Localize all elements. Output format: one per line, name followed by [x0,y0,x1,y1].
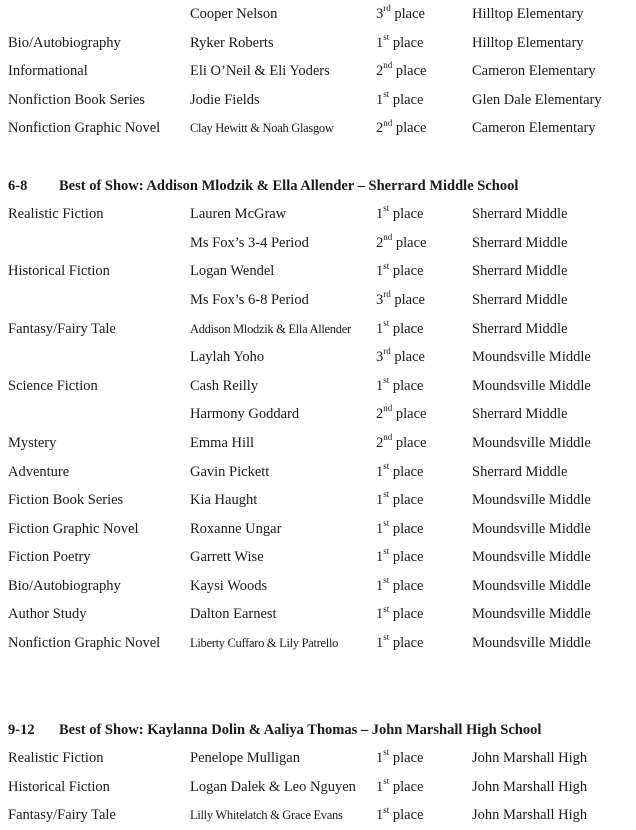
place-word: place [395,406,427,423]
place-number: 2 [376,406,384,423]
school: Hilltop Elementary [472,6,584,22]
winner-name: Cooper Nelson [190,6,278,22]
school: Moundsville Middle [472,577,591,594]
place-suffix: st [383,603,390,614]
award-row [0,0,636,29]
placement [376,486,423,515]
school: Cameron Elementary [472,63,596,80]
school: John Marshall High [472,807,588,824]
award-row [0,600,636,629]
place-suffix: nd [383,60,393,71]
winner-name: Cash Reilly [190,377,259,394]
place-number: 1 [376,549,384,566]
place-suffix: st [383,517,390,528]
placement [376,600,423,629]
place-number: 1 [376,91,384,108]
winner-name: Harmony Goddard [190,406,300,423]
winner-name: Logan Wendel [190,263,275,280]
place-number: 3 [376,349,384,366]
place-word: place [395,63,427,80]
school: Glen Dale Elementary [472,91,602,108]
winner-name: Eli O’Neil & Eli Yoders [190,63,330,80]
placement [376,744,423,773]
place-number: 2 [376,63,384,80]
place-number: 1 [376,34,384,51]
award-row [0,229,636,258]
place-suffix: st [383,374,390,385]
place-number: 1 [376,377,384,394]
placement [376,286,425,315]
placement [376,257,423,286]
award-row [0,629,636,658]
winner-name: Lauren McGraw [190,206,287,223]
category: Bio/Autobiography [8,34,121,51]
winner-name: Laylah Yoho [190,349,265,366]
place-number: 1 [376,520,384,537]
place-word: place [392,206,424,223]
winner-name: Lilly Whitelatch & Grace Evans [190,808,343,823]
grade-level: 6-8 [8,177,28,194]
category: Nonfiction Graphic Novel [8,635,161,652]
placement [376,29,423,58]
award-row [0,286,636,315]
award-row [0,315,636,344]
winner-name: Kia Haught [190,492,258,509]
place-number: 1 [376,463,384,480]
winner-name: Addison Mlodzik & Ella Allender [190,321,351,336]
award-row [0,200,636,229]
place-suffix: st [383,546,390,557]
award-row [0,744,636,773]
place-word: place [394,6,425,22]
place-suffix: rd [383,3,391,14]
place-number: 1 [376,492,384,509]
school: Cameron Elementary [472,120,596,137]
place-suffix: st [383,31,390,42]
place-word: place [392,320,424,337]
place-word: place [395,234,427,251]
place-number: 1 [376,206,384,223]
place-suffix: rd [383,346,391,357]
place-suffix: nd [383,231,393,242]
place-number: 1 [376,263,384,280]
placement [376,0,425,29]
place-suffix: st [383,203,390,214]
place-number: 1 [376,606,384,623]
place-number: 2 [376,434,384,451]
place-suffix: nd [383,432,393,443]
award-row [0,257,636,286]
place-suffix: nd [383,403,393,414]
award-row [0,801,636,830]
category: Nonfiction Graphic Novel [8,120,161,137]
winner-name: Ms Fox’s 3-4 Period [190,234,309,251]
place-word: place [392,606,424,623]
school: Sherrard Middle [472,206,568,223]
award-row [0,515,636,544]
grade-level: 9-12 [8,721,35,738]
category: Science Fiction [8,377,98,394]
best-of-show: Best of Show: Addison Mlodzik & Ella Allender – Sherrard Middle School [59,177,519,194]
award-row [0,400,636,429]
section-header [0,716,636,745]
place-number: 1 [376,807,384,824]
place-word: place [392,263,424,280]
placement [376,629,423,658]
place-word: place [392,549,424,566]
place-suffix: rd [383,289,391,300]
place-word: place [392,778,424,795]
school: Moundsville Middle [472,349,591,366]
place-word: place [394,349,425,366]
school: Moundsville Middle [472,520,591,537]
winner-name: Liberty Cuffaro & Lily Patrello [190,636,339,651]
place-word: place [392,463,424,480]
school: Sherrard Middle [472,263,568,280]
category: Bio/Autobiography [8,577,121,594]
category: Realistic Fiction [8,750,104,767]
place-word: place [394,291,425,308]
winner-name: Clay Hewitt & Noah Glasgow [190,121,334,136]
school: John Marshall High [472,750,588,767]
place-suffix: st [383,632,390,643]
category: Mystery [8,434,57,451]
winner-name: Roxanne Ungar [190,520,282,537]
place-number: 1 [376,778,384,795]
award-row [0,458,636,487]
award-row [0,372,636,401]
category: Fantasy/Fairy Tale [8,807,116,824]
placement [376,372,423,401]
place-word: place [392,492,424,509]
place-word: place [392,807,424,824]
placement [376,429,426,458]
school: Moundsville Middle [472,434,591,451]
place-number: 2 [376,234,384,251]
award-row [0,114,636,143]
place-word: place [392,577,424,594]
category: Author Study [8,606,87,623]
school: Sherrard Middle [472,406,568,423]
placement [376,57,426,86]
school: Moundsville Middle [472,377,591,394]
category: Historical Fiction [8,778,110,795]
place-number: 3 [376,291,384,308]
place-word: place [392,34,424,51]
category: Informational [8,63,88,80]
award-row [0,29,636,58]
place-word: place [392,750,424,767]
place-number: 2 [376,120,384,137]
category: Fiction Poetry [8,549,91,566]
place-number: 3 [376,6,384,22]
best-of-show: Best of Show: Kaylanna Dolin & Aaliya Thomas – John Marshall High School [59,721,542,738]
place-suffix: st [383,88,390,99]
section-header [0,172,636,201]
award-row [0,429,636,458]
place-suffix: st [383,260,390,271]
winner-name: Ryker Roberts [190,34,274,51]
school: Moundsville Middle [472,549,591,566]
place-number: 1 [376,577,384,594]
category: Fiction Graphic Novel [8,520,139,537]
category: Adventure [8,463,70,480]
category: Realistic Fiction [8,206,104,223]
winner-name: Ms Fox’s 6-8 Period [190,291,309,308]
placement [376,114,426,143]
place-word: place [392,520,424,537]
place-word: place [392,635,424,652]
place-suffix: st [383,489,390,500]
winner-name: Gavin Pickett [190,463,270,480]
school: Sherrard Middle [472,320,568,337]
place-number: 1 [376,320,384,337]
place-suffix: nd [383,117,393,128]
placement [376,543,423,572]
placement [376,400,426,429]
school: Sherrard Middle [472,291,568,308]
award-row [0,486,636,515]
category: Historical Fiction [8,263,110,280]
school: Moundsville Middle [472,635,591,652]
award-row [0,543,636,572]
school: Hilltop Elementary [472,34,584,51]
category: Fiction Book Series [8,492,124,509]
placement [376,343,425,372]
place-suffix: st [383,747,390,758]
category: Fantasy/Fairy Tale [8,320,116,337]
place-suffix: st [383,460,390,471]
winner-name: Emma Hill [190,434,255,451]
award-row [0,86,636,115]
school: John Marshall High [472,778,588,795]
winner-name: Kaysi Woods [190,577,268,594]
award-row [0,343,636,372]
place-number: 1 [376,635,384,652]
placement [376,86,423,115]
place-suffix: st [383,776,390,787]
category: Nonfiction Book Series [8,91,145,108]
place-word: place [392,377,424,394]
school: Moundsville Middle [472,606,591,623]
place-suffix: st [383,575,390,586]
winner-name: Dalton Earnest [190,606,277,623]
place-word: place [395,120,427,137]
place-word: place [392,91,424,108]
school: Moundsville Middle [472,492,591,509]
school: Sherrard Middle [472,234,568,251]
winner-name: Garrett Wise [190,549,264,566]
place-word: place [395,434,427,451]
winner-name: Jodie Fields [190,91,260,108]
award-row [0,572,636,601]
placement [376,229,426,258]
place-suffix: st [383,317,390,328]
placement [376,458,423,487]
winner-name: Penelope Mulligan [190,750,300,767]
place-number: 1 [376,750,384,767]
placement [376,801,423,830]
award-row [0,57,636,86]
placement [376,572,423,601]
placement [376,773,423,802]
placement [376,315,423,344]
place-suffix: st [383,804,390,815]
winner-name: Logan Dalek & Leo Nguyen [190,778,356,795]
placement [376,200,423,229]
placement [376,515,423,544]
award-row [0,773,636,802]
school: Sherrard Middle [472,463,568,480]
